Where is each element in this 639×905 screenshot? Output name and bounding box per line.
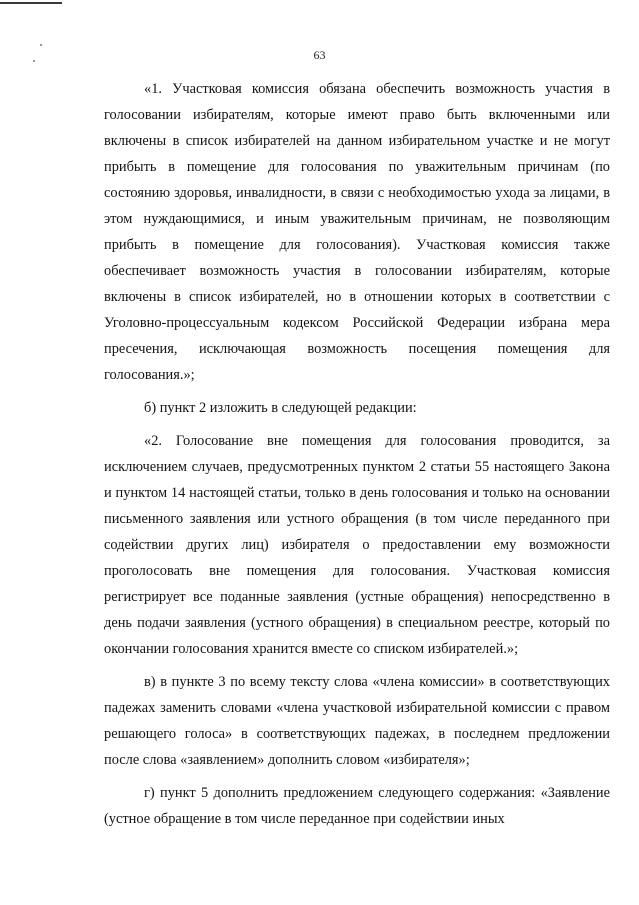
scan-edge-mark bbox=[0, 2, 62, 4]
page-number: 63 bbox=[313, 48, 326, 62]
paragraph-item-b: б) пункт 2 изложить в следующей редакции: bbox=[144, 400, 417, 416]
paragraph-clause-2: «2. Голосование вне помещения для голосования проводится, за исключением случаев, предусмотренных пунктом 2 статьи 55 настоящего Закона и пунктом 14 настоящей статьи, только в день голосования и только на основании письменного заявления или устного обращения (в том числе переданного при содействии других лиц) избирателя о предоставлении ему возможности проголосовать вне помещения для голосования. Участковая комиссия регистрирует все поданные заявления (устные обращения) непосредственно в день подачи заявления (устного обращения) в специальном реестре, который по окончании голосования хранится вместе со списком избирателей.»; bbox=[104, 433, 610, 657]
document-body bbox=[104, 76, 610, 832]
paragraph-item-g: г) пункт 5 дополнить предложением следующего содержания: «Заявление (устное обращение в том числе переданное при содействии иных bbox=[104, 785, 610, 827]
paragraph-clause-1: «1. Участковая комиссия обязана обеспечить возможность участия в голосовании избирателям, которые имеют право быть включенными или включены в список избирателей на данном избирательном участке и не могут прибыть в помещение для голосования по уважительным причинам (по состоянию здоровья, инвалидности, в связи с необходимостью ухода за лицами, в этом нуждающимися, и иным уважительным причинам, не позволяющим прибыть в помещение для голосования). Участковая комиссия также обеспечивает возможность участия в голосовании избирателям, которые включены в список избирателей, но в отношении которых в соответствии с Уголовно-процессуальным кодексом Российской Федерации избрана мера пресечения, исключающая возможность посещения помещения для голосования.»; bbox=[104, 81, 610, 383]
scan-speck bbox=[40, 44, 42, 46]
paragraph-item-v: в) в пункте 3 по всему тексту слова «члена комиссии» в соответствующих падежах заменить словами «члена участковой избирательной комиссии с правом решающего голоса» в соответствующих падежах, в последнем предложении после слова «заявлением» дополнить словом «избирателя»; bbox=[104, 674, 610, 768]
